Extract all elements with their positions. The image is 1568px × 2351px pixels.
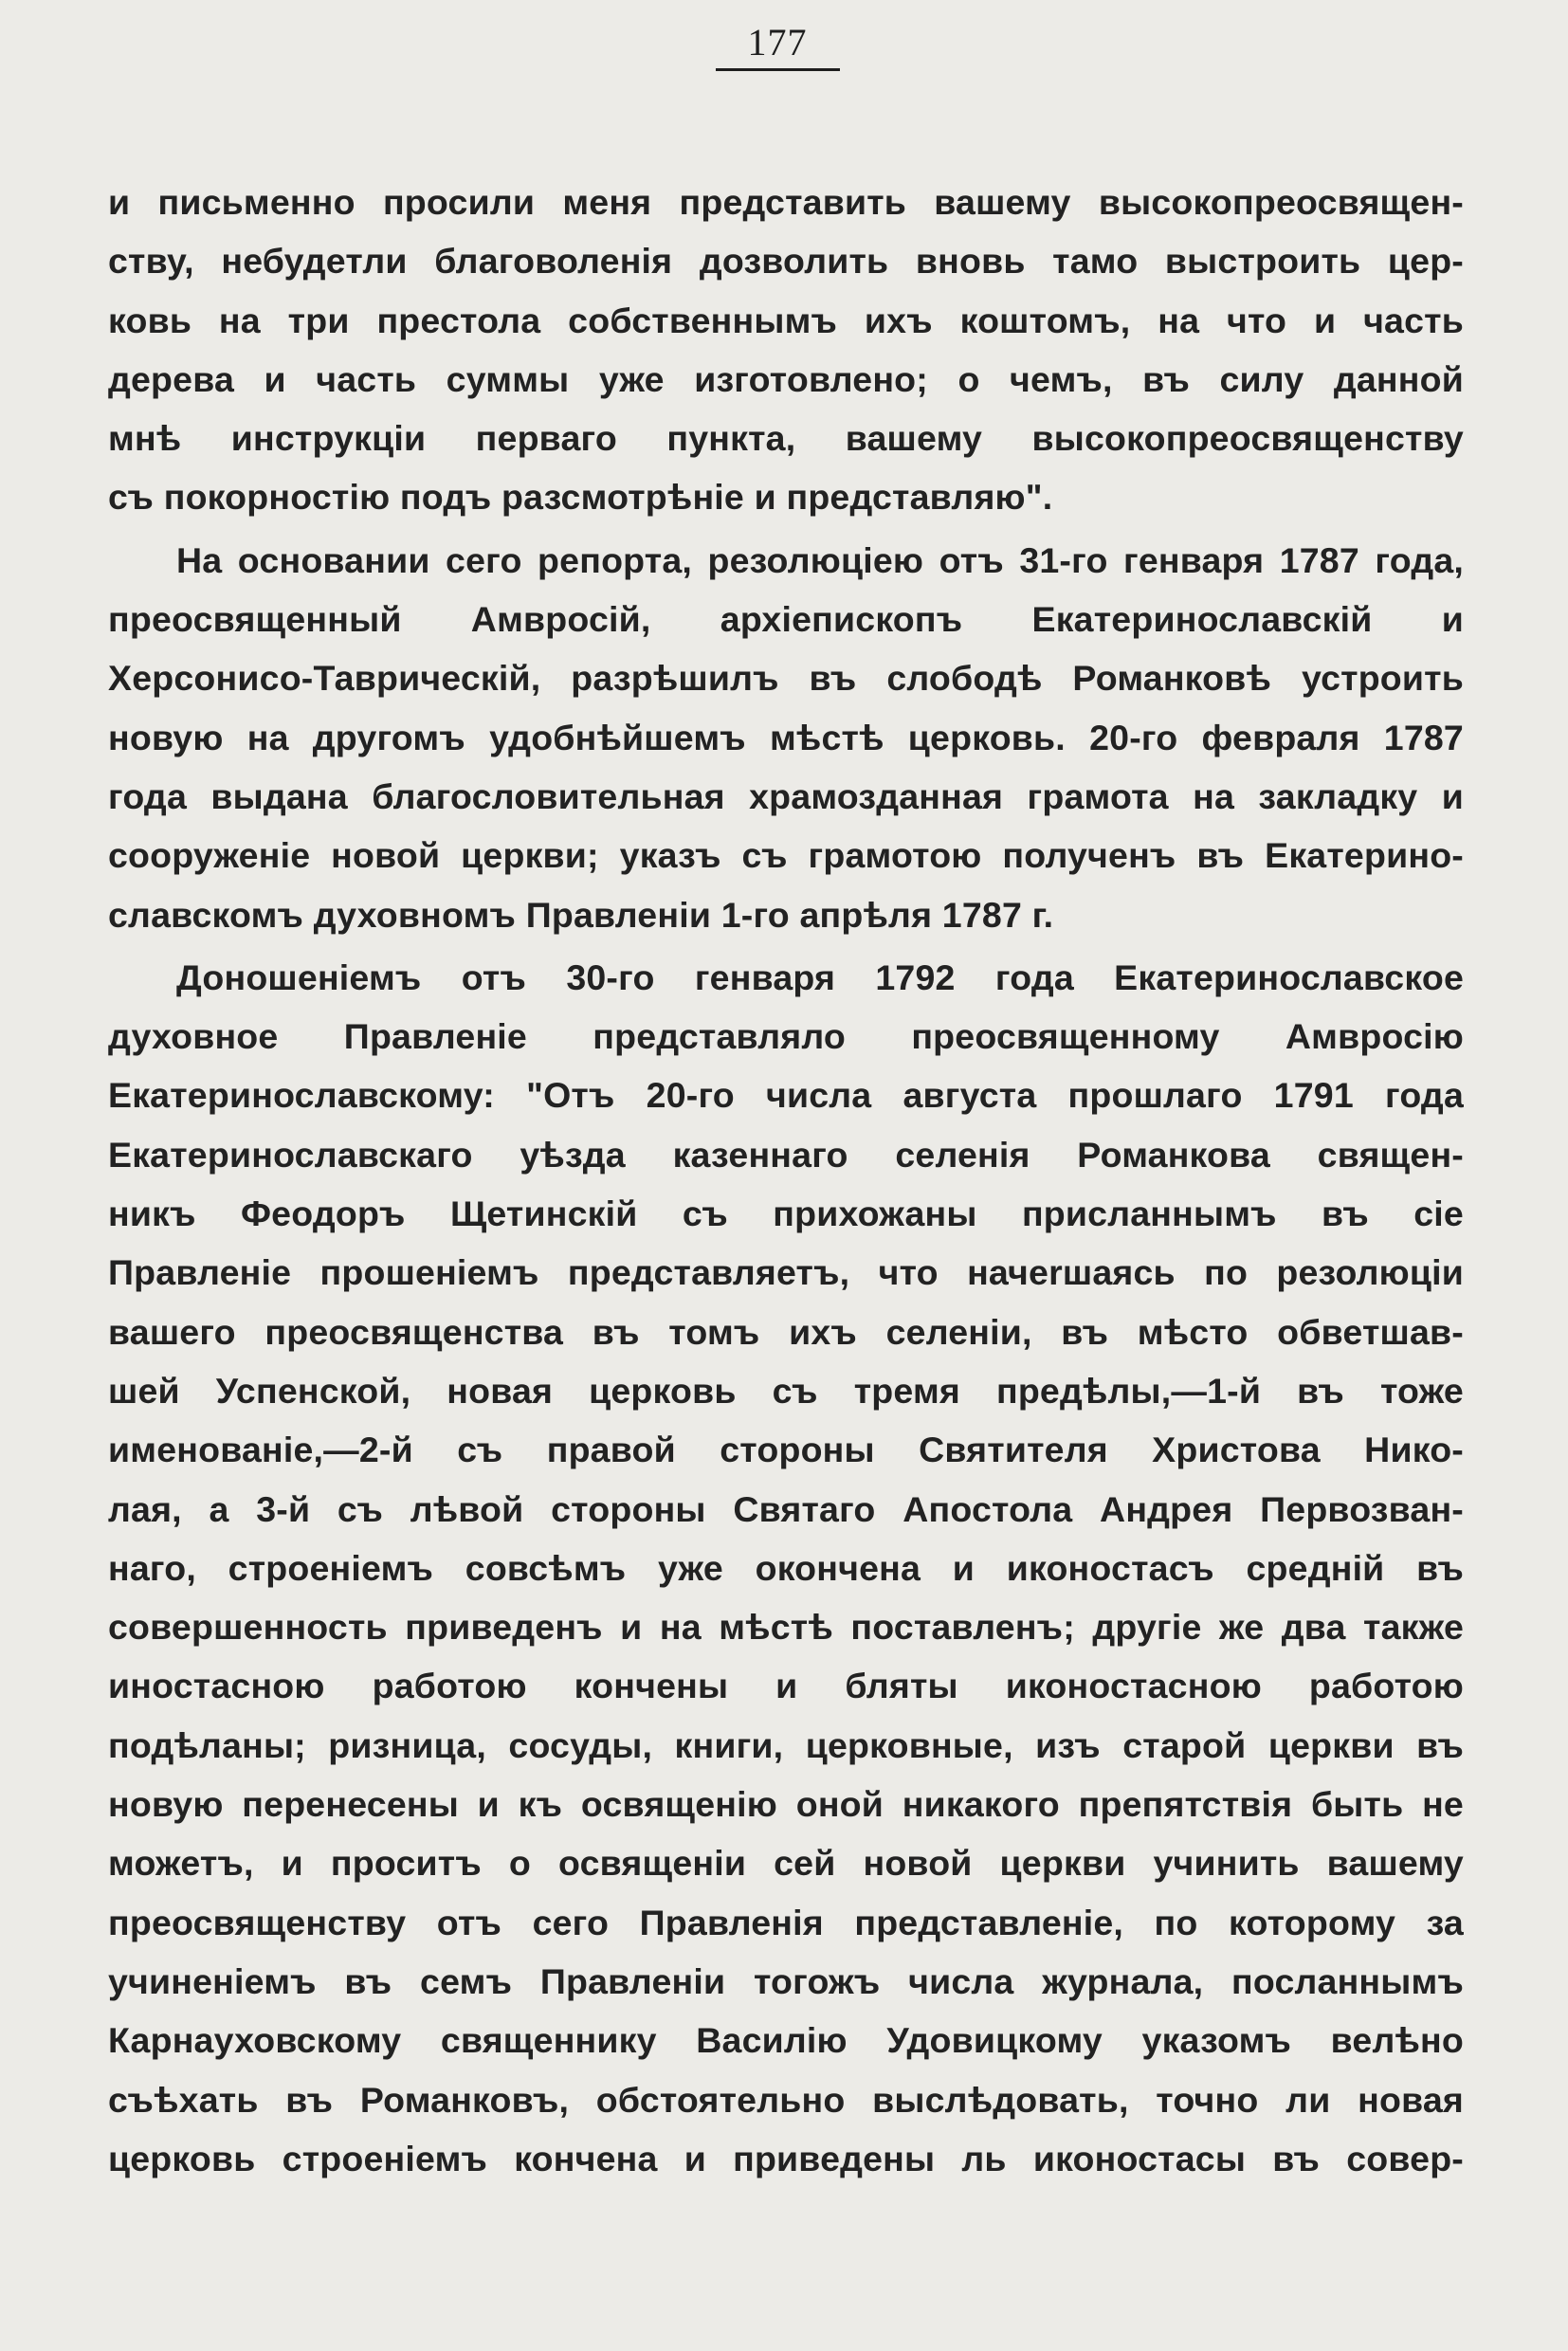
- text-line: вашего преосвященства въ томъ ихъ селеніи, въ мѣсто обветшав-: [108, 1311, 1464, 1352]
- text-line: дерева и часть суммы уже изготовлено; о чемъ, въ силу данной: [108, 358, 1464, 399]
- text-line: года выдана благословительная храмозданная грамота на закладку и: [108, 775, 1464, 816]
- text-line: можетъ, и проситъ о освященіи сей новой церкви учинить вашему: [108, 1843, 1464, 1884]
- page-header: [91, 23, 1464, 97]
- text-line: церковь строеніемъ кончена и приведены ль иконостасы въ совер-: [108, 2138, 1464, 2178]
- text-line: Доношеніемъ отъ 30-го генваря 1792 года Екатеринославское: [176, 957, 1464, 997]
- text-line: славскомъ духовномъ Правленіи 1-го апрѣля 1787 г.: [108, 894, 1054, 935]
- text-line: Карнауховскому священнику Василію Удовицкому указомъ велѣно: [108, 2020, 1464, 2061]
- text-line: Правленіе прошеніемъ представляетъ, что начеrшаясь по резолюціи: [108, 1252, 1464, 1293]
- text-line: съ покорностію подъ разсмотрѣніе и представляю".: [108, 477, 1053, 518]
- text-line: На основании сего репорта, резолюціею отъ 31-го генваря 1787 года,: [176, 539, 1464, 580]
- text-line: Екатеринославскаго уѣзда казеннаго селенія Романкова священ-: [108, 1134, 1464, 1175]
- text-line: подѣланы; ризница, сосуды, книги, церковные, изъ старой церкви въ: [108, 1724, 1464, 1765]
- text-line: шей Успенской, новая церковь съ тремя предѣлы,—1-й въ тоже: [108, 1370, 1464, 1411]
- text-line: преосвященный Амвросій, архіепископъ Екатеринославскій и: [108, 599, 1464, 640]
- text-line: совершенность приведенъ и на мѣстѣ поставленъ; другіе же два также: [108, 1607, 1464, 1648]
- text-line: сооруженіе новой церкви; указъ съ грамотою полученъ въ Екатерино-: [108, 835, 1464, 876]
- text-line: новую на другомъ удобнѣйшемъ мѣстѣ церковь. 20-го февраля 1787: [108, 717, 1464, 757]
- text-line: съѣхать въ Романковъ, обстоятельно выслѣдовать, точно ли новая: [108, 2079, 1464, 2120]
- text-line: Екатеринославскому: "Отъ 20-го числа августа прошлаго 1791 года: [108, 1075, 1464, 1116]
- page-body-text: [108, 173, 1464, 2188]
- text-line: ковь на три престола собственнымъ ихъ коштомъ, на что и часть: [108, 300, 1464, 340]
- text-line: и письменно просили меня представить вашему высокопреосвящен-: [108, 182, 1464, 222]
- text-line: именованіе,—2-й съ правой стороны Святителя Христова Нико-: [108, 1430, 1464, 1470]
- text-line: мнѣ инструкціи перваго пункта, вашему высокопреосвященству: [108, 418, 1464, 459]
- text-line: новую перенесены и къ освященію оной никакого препятствія быть не: [108, 1784, 1464, 1825]
- text-line: наго, строеніемъ совсѣмъ уже окончена и иконостасъ средній въ: [108, 1547, 1464, 1588]
- text-line: никъ Феодоръ Щетинскій съ прихожаны присланнымъ въ сіе: [108, 1194, 1464, 1234]
- text-line: лая, а 3-й съ лѣвой стороны Святаго Апостола Андрея Первозван-: [108, 1488, 1464, 1529]
- text-line: духовное Правленіе представляло преосвященному Амвросію: [108, 1016, 1464, 1057]
- page-number: 177: [716, 23, 840, 71]
- text-line: Херсонисо-Таврическій, разрѣшилъ въ слободѣ Романковѣ устроить: [108, 658, 1464, 699]
- text-line: ству, небудетли благоволенія дозволить вновь тамо выстроить цер-: [108, 241, 1464, 282]
- text-line: преосвященству отъ сего Правленія представленіе, по которому за: [108, 1902, 1464, 1942]
- text-line: учиненіемъ въ семъ Правленіи тогожъ числа журнала, посланнымъ: [108, 1960, 1464, 2001]
- text-line: иностасною работою кончены и бляты иконостасною работою: [108, 1666, 1464, 1706]
